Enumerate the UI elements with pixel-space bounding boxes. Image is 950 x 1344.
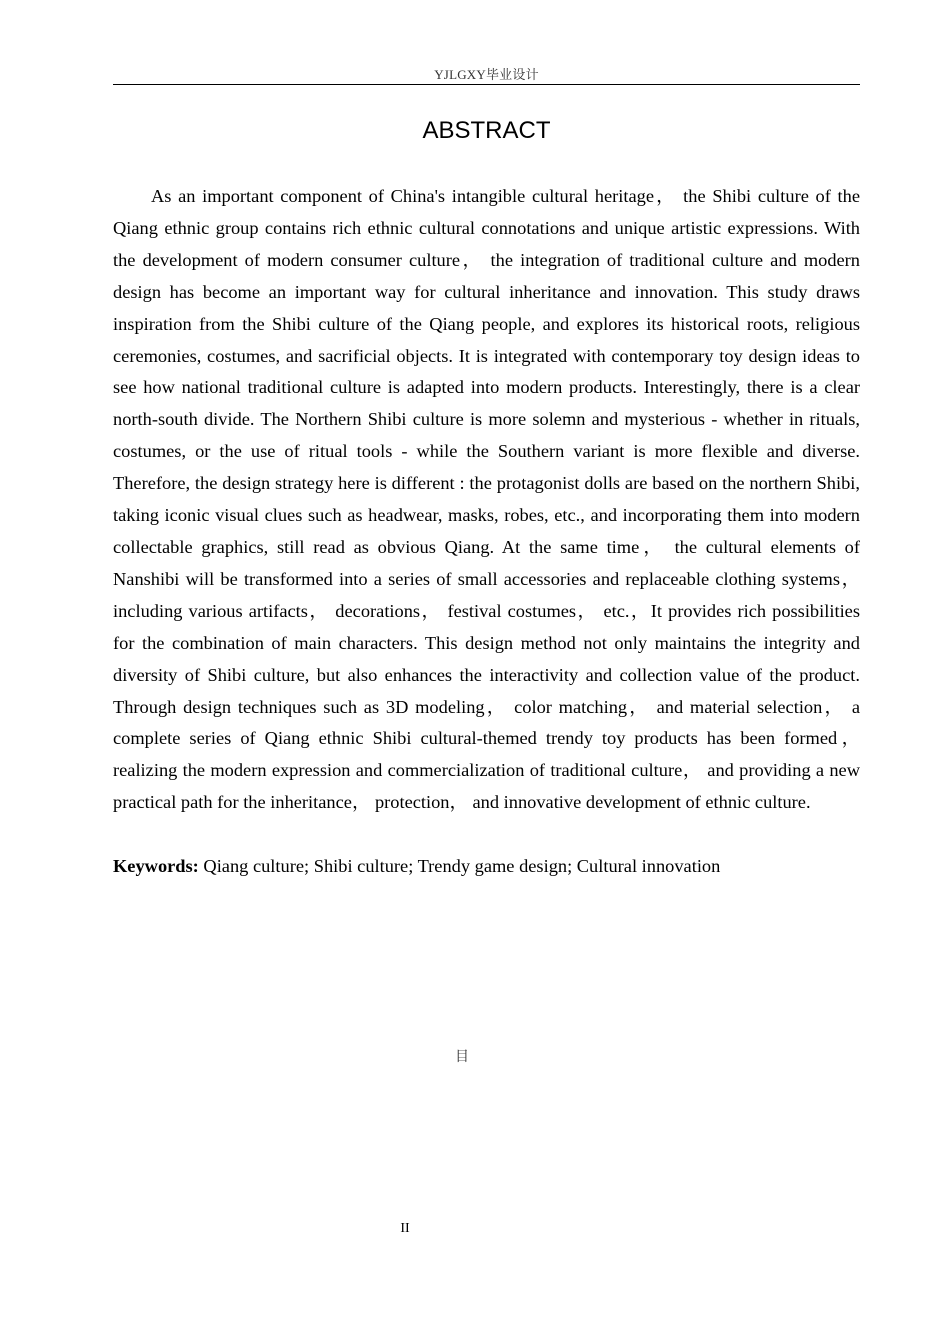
- keywords-label: Keywords:: [113, 856, 199, 876]
- header-divider: [113, 84, 860, 85]
- abstract-body: As an important component of China's intangible cultural heritage， the Shibi culture of the Qiang ethnic group contains rich ethnic cultural connotations and unique artistic expressions. With the development of modern consumer culture， the integration of traditional culture and modern design has become an important way for cultural inheritance and innovation. This study draws inspiration from the Shibi culture of the Qiang people, and explores its historical roots, religious ceremonies, costumes, and sacrificial objects. It is integrated with contemporary toy design ideas to see how national traditional culture is adapted into modern products. Interestingly, there is a clear north-south divide. The Northern Shibi culture is more solemn and mysterious - whether in rituals, costumes, or the use of ritual tools - while the Southern variant is more flexible and diverse. Therefore, the design strategy here is different : the protagonist dolls are based on the northern Shibi, taking iconic visual clues such as headwear, masks, robes, etc., and incorporating them into modern collectable graphics, still read as obvious Qiang. At the same time， the cultural elements of Nanshibi will be transformed into a series of small accessories and replaceable clothing systems， including various artifacts， decorations， festival costumes， etc.，It provides rich possibilities for the combination of main characters. This design method not only maintains the integrity and diversity of Shibi culture, but also enhances the interactivity and collection value of the product. Through design techniques such as 3D modeling， color matching， and material selection， a complete series of Qiang ethnic Shibi cultural-themed trendy toy products has been formed， realizing the modern expression and commercialization of traditional culture， and providing a new practical path for the inheritance， protection， and innovative development of ethnic culture.: [113, 186, 860, 813]
- abstract-title: ABSTRACT: [422, 117, 551, 144]
- toc-heading-fragment: 目: [455, 1049, 469, 1065]
- keywords-list: Qiang culture; Shibi culture; Trendy game design; Cultural innovation: [198, 856, 721, 876]
- running-header: YJLGXY毕业设计: [434, 67, 539, 82]
- page-number: II: [400, 1221, 410, 1236]
- keywords-line: [113, 851, 860, 883]
